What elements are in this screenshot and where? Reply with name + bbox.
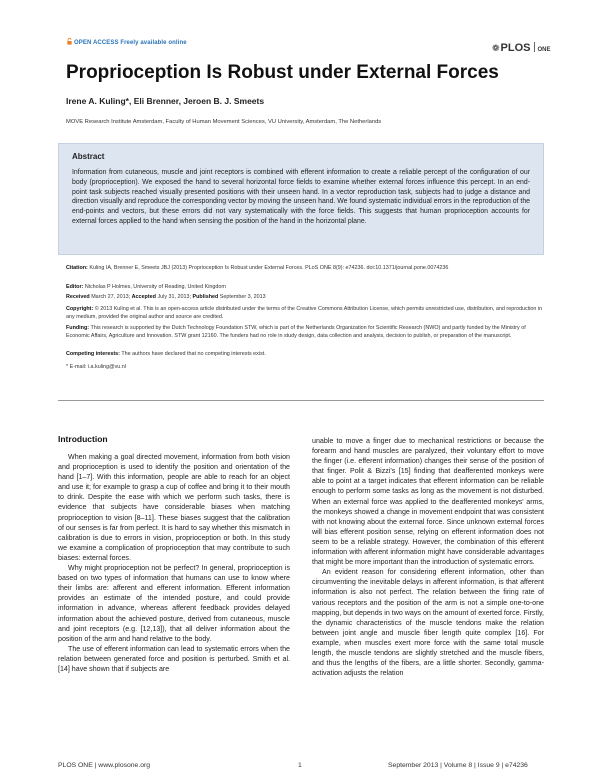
paragraph: An evident reason for considering efferent information, other than circumventing the inevitable delays in afferent information, is that afferent information is also not perfect. The relation between the firing rate of various receptors and the position of the arm is not a simple one-to-one mapping, but depends in two ways on the amount of exerted force. Firstly, the dynamic characteristics of the muscle tendons make the relation between joint angle and muscle fiber length quite complex [16]. For example, when muscles exert more force with the same total muscle length, the muscle tendons are slightly stretched and the muscle fibers, and thus the lengths of the fibers, are a little shorter. Secondly, gamma-activation adjusts the relation (312, 568, 544, 678)
plos-mark-icon: ❁ (492, 43, 500, 53)
plos-one-logo (492, 38, 551, 56)
funding-text: This research is supported by the Dutch Technology Foundation STW, which is part of the Netherlands Organization for Scientific Research (NWO) and partly funded by the Ministry of Economic Affairs, Agriculture and Innovation. STW grant 12160. The funders had no role in study design, data collection and analysis, decision to publish, or preparation of the manuscript. (66, 325, 526, 339)
introduction-heading: Introduction (58, 434, 108, 444)
accepted-date: July 31, 2013; (157, 294, 192, 300)
footer-journal[interactable]: PLOS ONE | www.plosone.org (58, 762, 151, 769)
competing-text: The authors have declared that no competing interests exist. (121, 351, 266, 357)
editor-text: Nicholas P Holmes, University of Reading, United Kingdom (84, 284, 226, 290)
funding-label: Funding: (66, 325, 90, 331)
paragraph: The use of efferent information can lead to systematic errors when the relation between generated force and position is perturbed. Smith et al. [14] have shown that if subjects are (58, 644, 290, 673)
metadata-divider (58, 400, 544, 401)
funding (66, 325, 546, 340)
received-date: March 27, 2013; (91, 294, 131, 300)
copyright (66, 306, 546, 321)
page-number: 1 (298, 762, 302, 769)
copyright-text: © 2013 Kuling et al. This is an open-access article distributed under the terms of the Creative Commons Attribution License, which permits unrestricted use, distribution, and reproduction in any medium, provided the original author and source are credited. (66, 306, 543, 320)
accepted-label: Accepted (131, 294, 156, 300)
logo-separator (534, 42, 535, 52)
paragraph: Why might proprioception not be perfect? In general, proprioception is based on two types of information that humans can use to know where their limbs are: afferent and efferent information. Efferent information provides an estimate of the intended posture, and could provide information in advance, whereas afferent feedback provides delayed information about the achieved posture, derived from cutaneous, muscle and joint receptors (e.g. [12,13]), that all deliver information about the position of the arm and hand relative to the body. (58, 564, 290, 643)
open-lock-icon (67, 38, 72, 47)
editor-label: Editor: (66, 284, 84, 290)
paragraph: unable to move a finger due to mechanical restrictions or because the forearm and hand muscles are paralyzed, their voluntary effort to move the finger (i.e. efferent information) changes their sense of the position of that finger. Polit & Bizzi's [15] finding that deafferented monkeys were able to point at a target indicates that efferent information can be reliable enough to perform some tasks as long as the movement is not disturbed. When an external force was applied to the deafferented monkeys' arms, the monkeys showed a change in movement endpoint that was consistent with not knowing about the external force. Since unknown external forces will bias efferent position sense, relying on efferent information does not seem to be a reliable strategy. However, the combination of this efferent information with afferent information might have considerable advantages that might be more important than the introduction of systematic errors. (312, 437, 544, 567)
competing-label: Competing interests: (66, 351, 120, 357)
article-title: Proprioception Is Robust under External Forces (66, 62, 499, 83)
corresponding-email[interactable]: * E-mail: i.a.kuling@vu.nl (66, 364, 126, 370)
competing-interests (66, 351, 546, 359)
plos-logo-sub: ONE (537, 47, 551, 53)
open-access-badge (66, 38, 187, 47)
right-column (312, 436, 544, 678)
copyright-label: Copyright: (66, 306, 94, 312)
editor (66, 284, 546, 292)
citation-label: Citation: (66, 265, 88, 271)
author-list: Irene A. Kuling*, Eli Brenner, Jeroen B. J. Smeets (66, 96, 265, 106)
paragraph: When making a goal directed movement, information from both vision and proprioception is used to identify the position and orientation of the hand [1–7]. With this information, people are able to reach for an object and use it; for example to grasp a cup of coffee and bring it to their mouth to drink. Despite the ease with which we perform such tasks, there is evidence that subjects have considerable biases when matching proprioception to vision [8–11]. These biases suggest that the calibration of our senses is far from perfect. It is hard to say whether this mismatch in calibration is due to errors in vision, proprioception or both. In this study we examine a complication of proprioception that may contribute to such biases: external forces. (58, 453, 290, 562)
abstract-text: Information from cutaneous, muscle and joint receptors is combined with efferent information to create a reliable percept of the configuration of our body (proprioception). We exposed the hand to several horizontal force fields to examine whether external forces influence this percept. In an end-point task subjects reached visually presented positions with their unseen hand. In a vector reproduction task, subjects had to judge a distance and direction visually and reproduce the corresponding vector by moving the unseen hand. We found systematic individual errors in the reproduction of the end-points and vectors, but these errors did not vary systematically with the force fields. This suggests that human proprioception accounts for external forces applied to the hand when sensing the position of the hand in the horizontal plane. (72, 169, 530, 225)
received-label: Received (66, 294, 90, 300)
published-date: September 3, 2013 (219, 294, 266, 300)
open-access-label: OPEN ACCESS Freely available online (74, 40, 187, 46)
left-column (58, 452, 290, 674)
dates (66, 294, 546, 302)
abstract-heading: Abstract (72, 152, 105, 161)
affiliation: MOVE Research Institute Amsterdam, Faculty of Human Movement Sciences, VU University, Amsterdam, The Netherlands (66, 119, 382, 125)
citation (66, 265, 546, 273)
published-label: Published (192, 294, 219, 300)
citation-text: Kuling IA, Brenner E, Smeets JBJ (2013) Proprioception Is Robust under External Forces. PLoS ONE 8(9): e74236. doi:10.1371/journal.pone.0074236 (89, 265, 449, 271)
plos-logo-name: PLOS (500, 42, 531, 54)
footer-issue: September 2013 | Volume 8 | Issue 9 | e74236 (388, 762, 528, 769)
